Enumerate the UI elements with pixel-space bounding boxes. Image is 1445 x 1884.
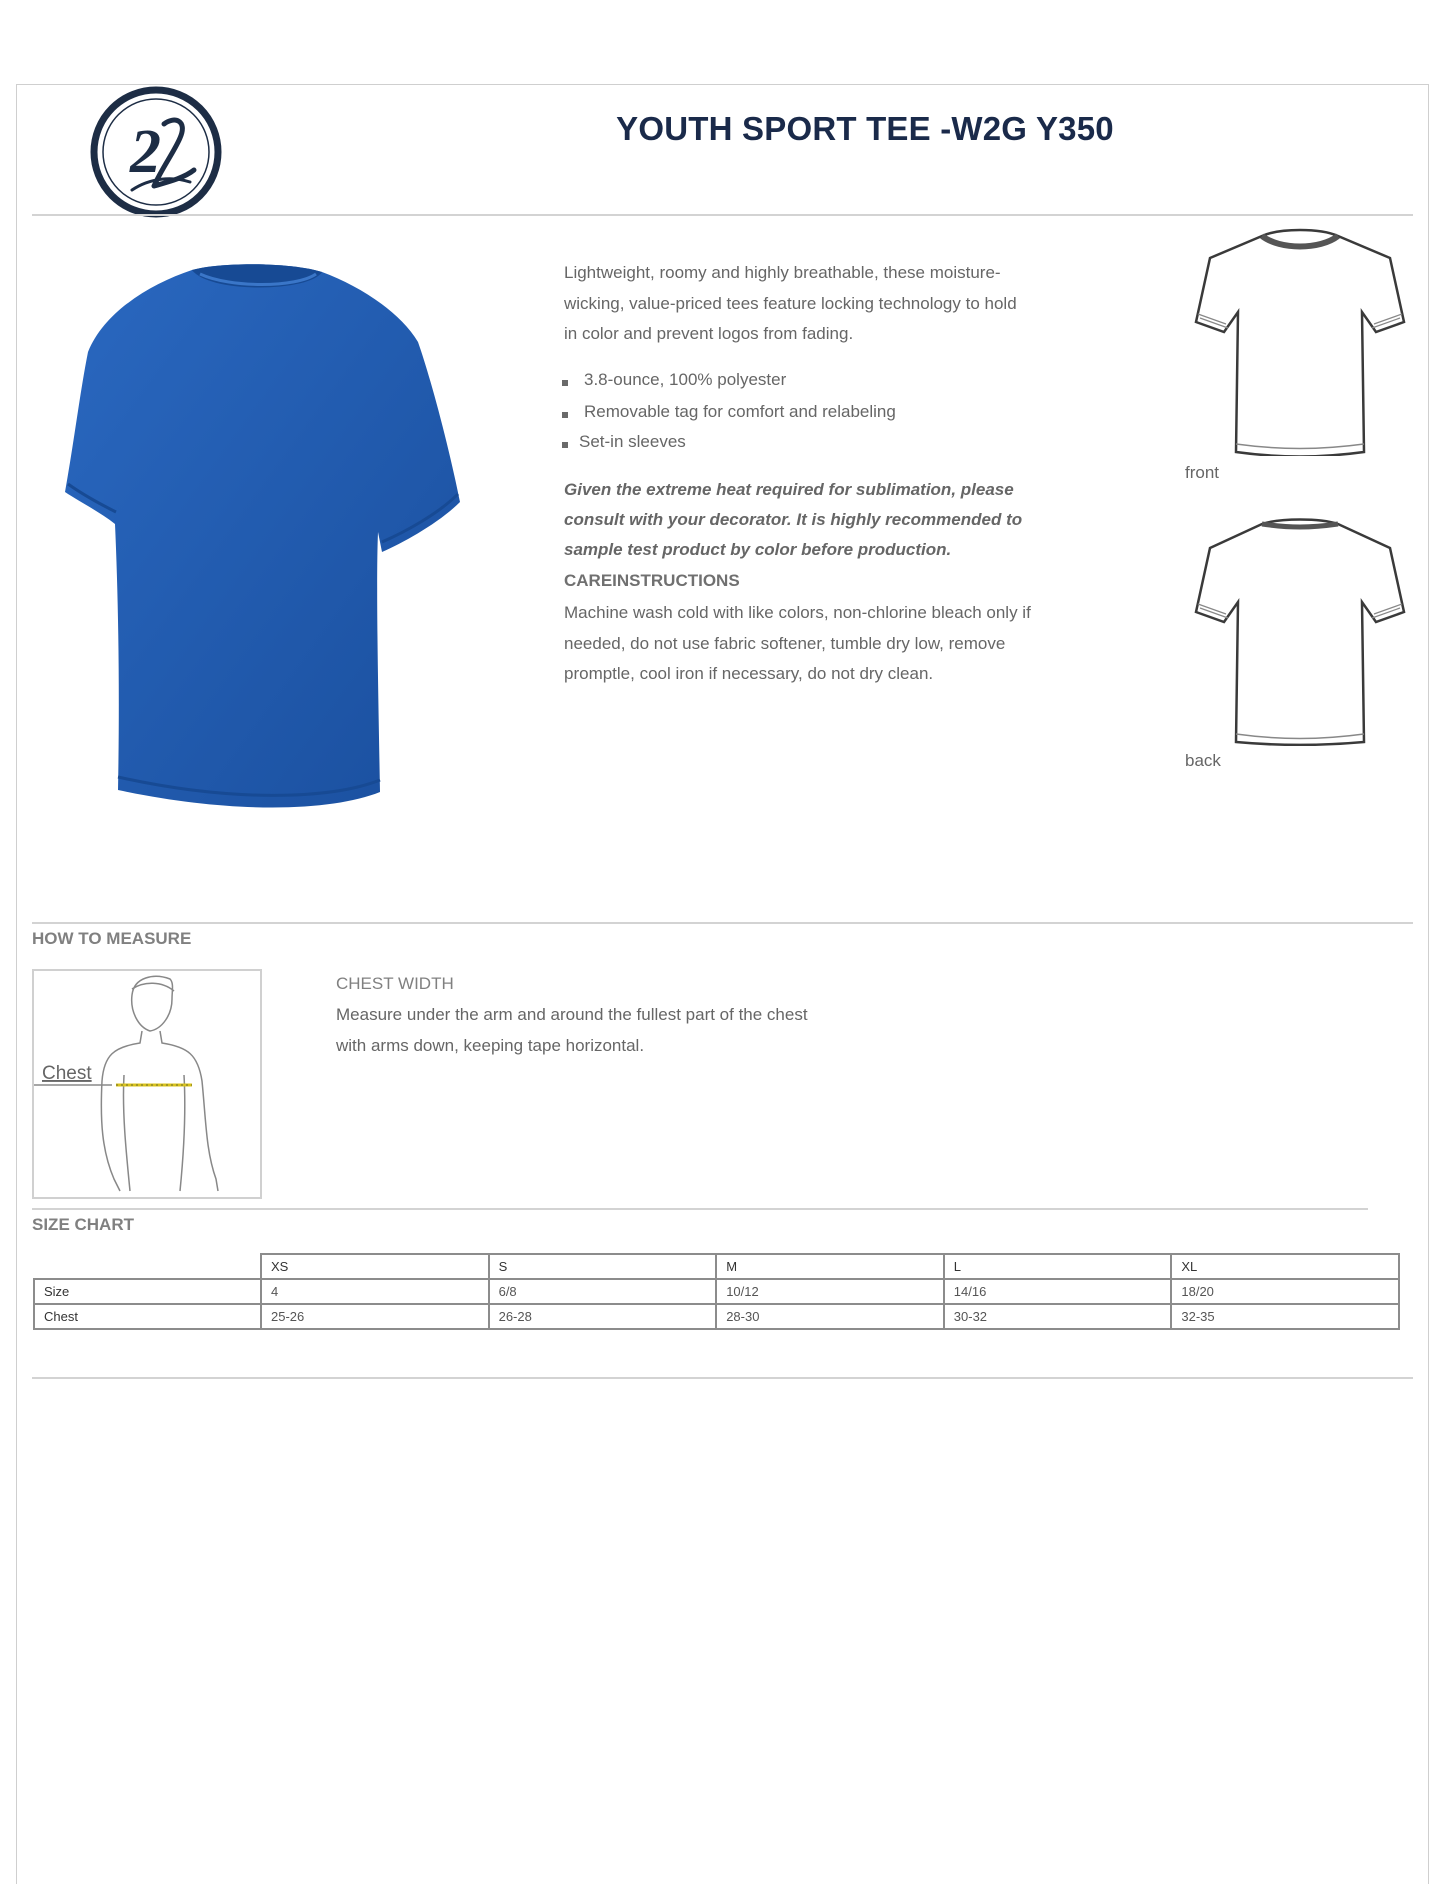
size-chart-table: [33, 1253, 1400, 1330]
sublimation-warning: Given the extreme heat required for sublimation, please consult with your decorator. It is highly recommended to sample test product by color before production.: [564, 480, 1023, 559]
table-corner-cell: [34, 1254, 261, 1279]
feature-item: 3.8-ounce, 100% polyester: [562, 364, 1032, 396]
feature-list: [562, 364, 1032, 456]
table-cell: 6/8: [489, 1279, 717, 1304]
care-instructions: Machine wash cold with like colors, non-chlorine bleach only if needed, do not use fabric softener, tumble dry low, remove promptle, cool iron if necessary, do not dry clean.: [564, 603, 1031, 683]
table-cell: 25-26: [261, 1304, 489, 1329]
care-heading: CAREINSTRUCTIONS: [564, 571, 740, 590]
table-cell: 18/20: [1171, 1279, 1399, 1304]
size-chart-heading: SIZE CHART: [32, 1215, 134, 1234]
measure-figure: [32, 969, 262, 1199]
table-header-row: [34, 1254, 1399, 1279]
feature-item: Set-in sleeves: [562, 428, 1032, 456]
table-cell: 4: [261, 1279, 489, 1304]
size-chart-divider: [32, 1208, 1368, 1210]
how-to-measure-heading: HOW TO MEASURE: [32, 929, 192, 948]
table-cell: 28-30: [716, 1304, 944, 1329]
column-header: XS: [261, 1254, 489, 1279]
table-row: [34, 1304, 1399, 1329]
column-header: L: [944, 1254, 1172, 1279]
product-photo: [60, 262, 470, 832]
table-cell: 14/16: [944, 1279, 1172, 1304]
table-cell: 30-32: [944, 1304, 1172, 1329]
header-divider: [32, 214, 1413, 216]
chest-figure-label: Chest: [42, 1063, 92, 1084]
table-cell: 26-28: [489, 1304, 717, 1329]
column-header: M: [716, 1254, 944, 1279]
product-description: Lightweight, roomy and highly breathable, these moisture-wicking, value-priced tees feature locking technology to hold in color and prevent logos from fading.: [564, 263, 1017, 343]
footer-divider: [32, 1377, 1413, 1379]
page-title: YOUTH SPORT TEE -W2G Y350: [616, 110, 1114, 147]
brand-logo: [90, 86, 222, 218]
chest-width-heading: CHEST WIDTH: [336, 974, 454, 993]
logo-numeral: 2: [130, 118, 161, 186]
front-label: front: [1185, 463, 1220, 482]
column-header: S: [489, 1254, 717, 1279]
table-row: [34, 1279, 1399, 1304]
front-flat-sketch: [1190, 226, 1410, 456]
table-cell: 10/12: [716, 1279, 944, 1304]
feature-item: Removable tag for comfort and relabeling: [562, 396, 1032, 428]
chest-width-instructions: Measure under the arm and around the fullest part of the chest with arms down, keeping tape horizontal.: [336, 1005, 808, 1055]
column-header: XL: [1171, 1254, 1399, 1279]
measure-divider: [32, 922, 1413, 924]
body-outline-illustration: [34, 971, 260, 1197]
table-cell: 32-35: [1171, 1304, 1399, 1329]
row-label: Size: [34, 1279, 261, 1304]
back-flat-sketch: [1190, 516, 1410, 746]
back-label: back: [1185, 751, 1221, 770]
row-label: Chest: [34, 1304, 261, 1329]
